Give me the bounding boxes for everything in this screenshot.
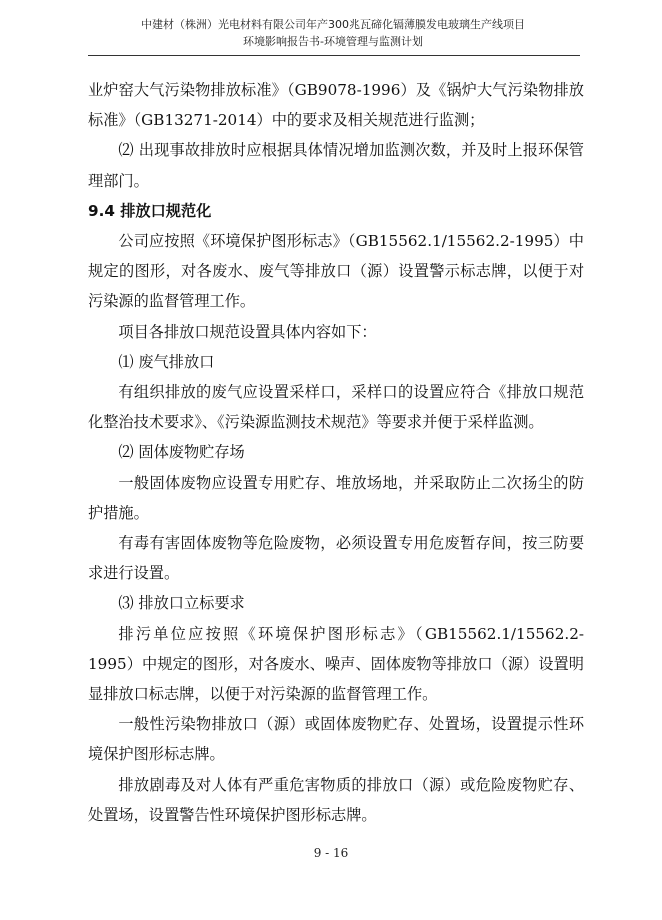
document-body: [88, 75, 584, 830]
paragraph-accident-monitoring: ⑵ 出现事故排放时应根据具体情况增加监测次数，并及时上报环保管理部门。: [88, 141, 584, 190]
page-number: 9 - 16: [313, 846, 349, 860]
section-heading: 9.4 排放口规范化: [88, 201, 212, 220]
list-item-outlet-sign-requirements: ⑶ 排放口立标要求: [118, 594, 245, 613]
paragraph-outlet-signage: 公司应按照《环境保护图形标志》（GB15562.1/15562.2-1995）中规定的图形，对各废水、废气等排放口（源）设置警示标志牌，以便于对污染源的监督管理工作。: [88, 232, 584, 311]
paragraph-prompt-sign: 一般性污染物排放口（源）或固体废物贮存、处置场，设置提示性环境保护图形标志牌。: [88, 715, 584, 764]
list-item-exhaust-outlet: ⑴ 废气排放口: [118, 352, 215, 371]
paragraph-hazardous-waste: 有毒有害固体废物等危险废物，必须设置专用危废暂存间，按三防要求进行设置。: [88, 534, 584, 583]
paragraph-sampling-port: 有组织排放的废气应设置采样口，采样口的设置应符合《排放口规范化整治技术要求》、《污染源监测技术规范》等要求并便于采样监测。: [88, 383, 584, 432]
header-title: 中建材（株洲）光电材料有限公司年产300兆瓦碲化镉薄膜发电玻璃生产线项目: [141, 18, 525, 31]
paragraph-standards-continued: 业炉窑大气污染物排放标准》（GB9078-1996）及《锅炉大气污染物排放标准》（GB13271-2014）中的要求及相关规范进行监测；: [88, 81, 584, 130]
paragraph-outlet-sign-standard: 排污单位应按照《环境保护图形标志》（GB15562.1/15562.2-1995）中规定的图形，对各废水、噪声、固体废物等排放口（源）设置明显排放口标志牌，以便于对污染源的监督管理工作。: [88, 624, 584, 704]
paragraph-warning-sign: 排放剧毒及对人体有严重危害物质的排放口（源）或危险废物贮存、处置场，设置警告性环境保护图形标志牌。: [88, 775, 584, 824]
header-subtitle: 环境影响报告书-环境管理与监测计划: [243, 35, 423, 48]
paragraph-general-solid-waste: 一般固体废物应设置专用贮存、堆放场地，并采取防止二次扬尘的防护措施。: [88, 473, 584, 522]
list-item-solid-waste-storage: ⑵ 固体废物贮存场: [118, 443, 245, 462]
page-header: [88, 16, 578, 50]
header-divider: [88, 55, 580, 56]
paragraph-outlet-intro: 项目各排放口规范设置具体内容如下：: [118, 322, 377, 341]
